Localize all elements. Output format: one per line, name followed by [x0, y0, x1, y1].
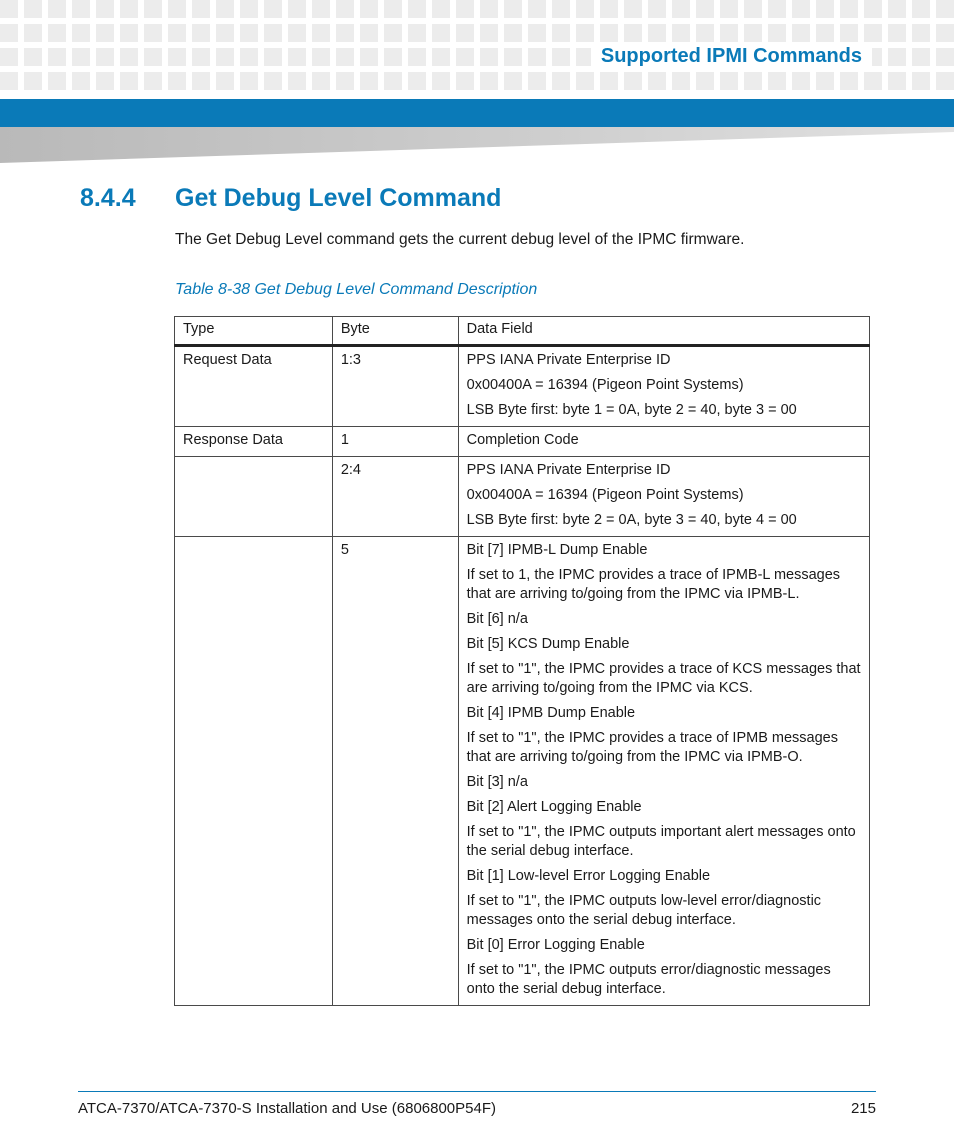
- cell-byte: 1: [332, 427, 458, 457]
- header-blue-bar: [0, 99, 954, 127]
- table-row: [175, 537, 870, 1006]
- table-row: [175, 346, 870, 427]
- data-field-line: If set to "1", the IPMC provides a trace of KCS messages that are arriving to/going from the IPMC via KCS.: [466, 661, 861, 696]
- section-heading: [80, 182, 501, 214]
- cell-data-field: [458, 427, 869, 457]
- cell-byte: 5: [332, 537, 458, 1006]
- data-field-line: Bit [7] IPMB-L Dump Enable: [466, 542, 648, 558]
- cell-byte: 1:3: [332, 346, 458, 427]
- data-field-line: If set to "1", the IPMC outputs important alert messages onto the serial debug interface.: [466, 824, 856, 859]
- header-type: Type: [175, 317, 333, 346]
- header-byte: Byte: [332, 317, 458, 346]
- section-title: Get Debug Level Command: [175, 184, 502, 212]
- data-field-line: PPS IANA Private Enterprise ID: [466, 352, 671, 368]
- header-data-field: Data Field: [458, 317, 869, 346]
- cell-type: Request Data: [175, 346, 333, 427]
- data-field-line: PPS IANA Private Enterprise ID: [466, 462, 671, 478]
- footer-rule: [78, 1091, 876, 1092]
- data-field-line: Bit [0] Error Logging Enable: [466, 937, 645, 953]
- table-caption: Table 8-38 Get Debug Level Command Description: [175, 281, 538, 298]
- page-number: 215: [850, 1100, 876, 1117]
- data-field-line: If set to "1", the IPMC outputs low-level error/diagnostic messages onto the serial debug interface.: [466, 893, 822, 928]
- data-field-line: If set to "1", the IPMC provides a trace of IPMB messages that are arriving to/going from the IPMC via IPMB-O.: [466, 730, 838, 765]
- cell-byte: 2:4: [332, 457, 458, 537]
- running-header-title: Supported IPMI Commands: [591, 43, 872, 69]
- data-field-line: Bit [1] Low-level Error Logging Enable: [466, 868, 711, 884]
- intro-paragraph: The Get Debug Level command gets the current debug level of the IPMC firmware.: [175, 231, 745, 248]
- cell-data-field: [458, 537, 869, 1006]
- cell-type: Response Data: [175, 427, 333, 457]
- cell-type: [175, 537, 333, 1006]
- table-row: [175, 427, 870, 457]
- data-field-line: Bit [6] n/a: [466, 611, 528, 627]
- table-header-row: [175, 317, 870, 346]
- data-field-line: Bit [5] KCS Dump Enable: [466, 636, 630, 652]
- command-description-table: [174, 316, 870, 1006]
- table-row: [175, 457, 870, 537]
- cell-type: [175, 457, 333, 537]
- cell-data-field: [458, 346, 869, 427]
- cell-data-field: [458, 457, 869, 537]
- data-field-line: Bit [4] IPMB Dump Enable: [466, 705, 636, 721]
- data-field-line: If set to 1, the IPMC provides a trace of IPMB-L messages that are arriving to/going from the IPMC via IPMB-L.: [466, 567, 841, 602]
- data-field-line: 0x00400A = 16394 (Pigeon Point Systems): [466, 487, 744, 503]
- data-field-line: 0x00400A = 16394 (Pigeon Point Systems): [466, 377, 744, 393]
- footer-document-title: ATCA-7370/ATCA-7370-S Installation and Use (6806800P54F): [78, 1100, 497, 1117]
- data-field-line: LSB Byte first: byte 2 = 0A, byte 3 = 40, byte 4 = 00: [466, 512, 797, 528]
- data-field-line: LSB Byte first: byte 1 = 0A, byte 2 = 40, byte 3 = 00: [466, 402, 797, 418]
- section-number: 8.4.4: [80, 184, 136, 212]
- data-field-line: Completion Code: [466, 432, 579, 448]
- data-field-line: Bit [2] Alert Logging Enable: [466, 799, 642, 815]
- data-field-line: If set to "1", the IPMC outputs error/diagnostic messages onto the serial debug interface.: [466, 962, 831, 997]
- header-grey-wedge: [0, 127, 954, 163]
- data-field-line: Bit [3] n/a: [466, 774, 528, 790]
